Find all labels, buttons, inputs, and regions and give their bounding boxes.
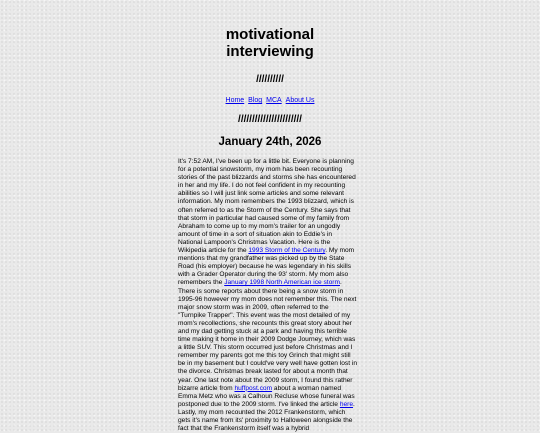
nav-bar xyxy=(0,97,540,104)
header-divider: ////////// xyxy=(256,74,284,85)
post-text-5: . Lastly, my mom recounted the 2012 Frankenstorm, which gets it's name from its' proximity to Halloween alongside the fact that the Frankenstorm itself was a hybrid xyxy=(178,400,355,433)
nav-link-about[interactable]: About Us xyxy=(285,97,315,104)
link-huffpost[interactable]: huffpost.com xyxy=(234,384,273,392)
nav-link-mca[interactable]: MCA xyxy=(266,97,282,104)
post-text-4: about a woman named Emma Metz who was a Calhoun Recluse whose funeral was postponed due to the 2009 storm. I've linked the article xyxy=(178,384,355,408)
post-text-1: It's 7:52 AM, I've been up for a little bit. Everyone is planning for a potential snowstorm, my mom has been recounting stories of the past blizzards and storms she has encountered in her and my life. I do not feel confident in my recounting abilities so I will just link some articles and some relevant information. My mom remembers the 1993 blizzard, which is often referred to as the Storm of the Century. She says that that storm in particular had caused some of my family from Abraham to come up to my mom's trailer for an ungodly amount of time in a sort of situation akin to Eddie's in National Lampoon's Christmas Vacation. Here is the Wikipedia article for the xyxy=(178,158,356,255)
site-title-line1: motivational xyxy=(225,26,315,43)
post-text-2: . My mom mentions that my grandfather was picked up by the State Road (his employer) because he was legendary in his skills with a Grader Operator during the 93' storm. My mom also remembers the xyxy=(178,247,355,287)
nav-link-home[interactable]: Home xyxy=(225,97,245,104)
link-here[interactable]: here xyxy=(339,400,354,408)
post-text-3: . There is some reports about there being a snow storm in 1995-96 however my mom does not remember this. The next major snow storm was in 2009, often referred to the "Turnpike Trapper". This event was the most detailed of my mom's recollections, she recounts this great story about her and my dad getting stuck at a park and having this terrible time making it home in their 2009 Dodge Journey, which was a little SUV. This storm occurred just before Christmas and I remember my parents got me this toy Grinch that might still be in my basement but I could've very well have gotten lost in the divorce. Christmas break lasted for about a month that year. One last note about the 2009 storm, I found this rather bizarre article from xyxy=(178,279,358,392)
link-1998-ice-storm[interactable]: January 1998 North American ice storm xyxy=(224,279,340,287)
post-date: January 24th, 2026 xyxy=(218,136,322,148)
site-title-line2: interviewing xyxy=(226,43,314,60)
nav-link-blog[interactable]: Blog xyxy=(248,97,263,104)
site-title xyxy=(0,0,540,60)
nav-divider: /////////////////////// xyxy=(238,114,302,125)
link-1993-storm[interactable]: 1993 Storm of the Century xyxy=(248,247,326,255)
post-body xyxy=(178,158,358,433)
